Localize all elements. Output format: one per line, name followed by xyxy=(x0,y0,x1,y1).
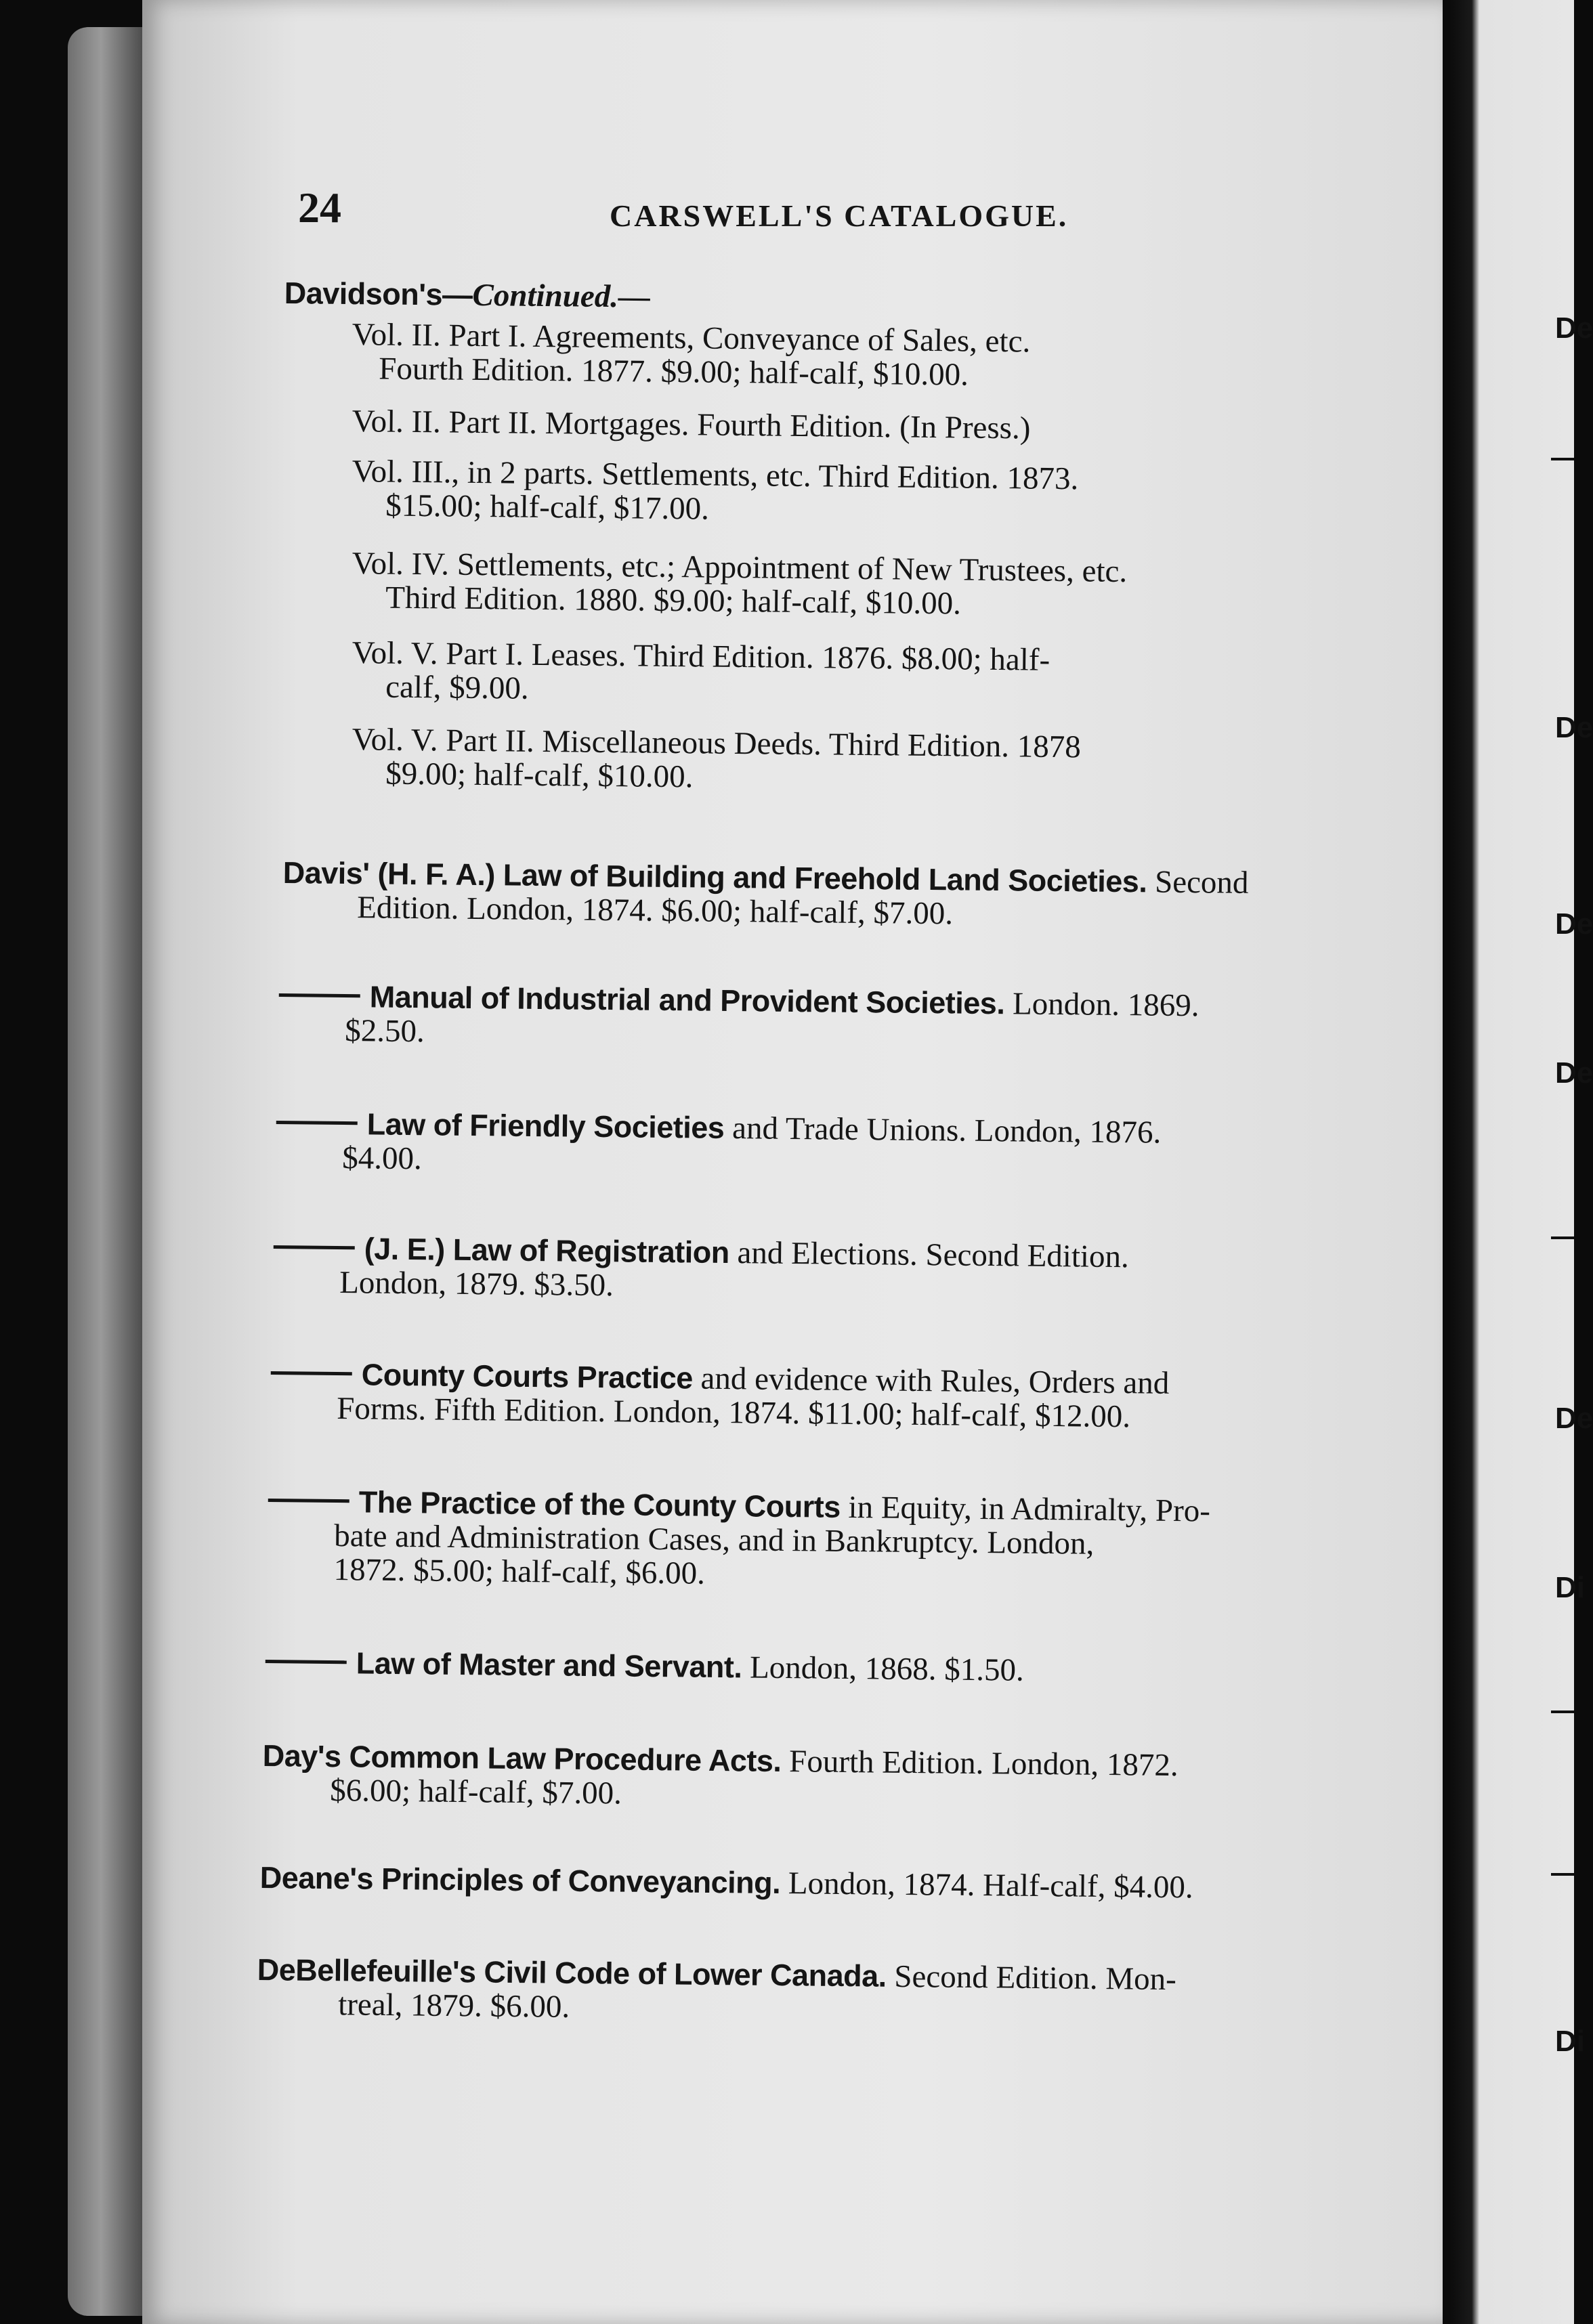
volume-entry xyxy=(284,637,1449,715)
ditto-dash xyxy=(268,1499,349,1503)
entry-details: and evidence with Rules, Orders and xyxy=(692,1360,1170,1401)
entry-heading: Deane's Principles of Conveyancing. xyxy=(259,1860,781,1901)
volume-entry xyxy=(284,547,1449,626)
entry-details: Fourth Edition. London, 1872. xyxy=(781,1744,1178,1784)
entry-heading: (J. E.) Law of Registration xyxy=(364,1231,730,1270)
adjacent-page-rule xyxy=(1551,1236,1574,1239)
running-title: CARSWELL'S CATALOGUE. xyxy=(610,198,1069,233)
ditto-dash xyxy=(271,1371,352,1375)
page-number: 24 xyxy=(298,184,341,232)
catalogue-entry xyxy=(278,981,1376,1058)
ditto-dash xyxy=(279,993,360,997)
catalogue-entry xyxy=(282,857,1380,935)
entry-details: London. 1869. xyxy=(1004,986,1199,1024)
entry-heading: Law of Master and Servant. xyxy=(356,1645,742,1685)
volume-entry xyxy=(284,318,1449,397)
volume-line: Vol. IV. Settlements, etc.; Appointment of New Trustees, etc. xyxy=(352,546,1128,590)
entry-details: and Trade Unions. London, 1876. xyxy=(724,1110,1162,1150)
entry-details: Second Edition. Mon- xyxy=(886,1958,1177,1998)
entry-heading: County Courts Practice xyxy=(361,1357,694,1396)
adjacent-page-letter: De xyxy=(1555,907,1593,941)
entry-details-line: Edition. London, 1874. $6.00; half-calf, $7.00. xyxy=(356,890,954,932)
adjacent-page-rule xyxy=(1551,1710,1574,1713)
entry-heading: Law of Friendly Societies xyxy=(366,1106,725,1145)
page-header xyxy=(298,183,1111,237)
volume-line: Vol. II. Part I. Agreements, Conveyance of Sales, etc. xyxy=(352,317,1031,360)
adjacent-page-letter: De xyxy=(1555,1402,1593,1435)
ditto-dash xyxy=(274,1245,355,1249)
adjacent-page-rule xyxy=(1551,1873,1574,1876)
entry-details-line: $6.00; half-calf, $7.00. xyxy=(329,1772,622,1811)
entry-details-line: Forms. Fifth Edition. London, 1874. $11.00; half-calf, $12.00. xyxy=(336,1390,1131,1435)
continued-label: Continued.— xyxy=(472,277,651,315)
adjacent-page-letter: De xyxy=(1555,1056,1593,1090)
entry-heading: Davis' (H. F. A.) Law of Building and Freehold Land Societies. xyxy=(282,855,1147,899)
volume-entry xyxy=(284,723,1449,802)
entry-details-line: $4.00. xyxy=(341,1140,422,1177)
catalogue-entry xyxy=(273,1232,1371,1310)
continued-author: Davidson's— xyxy=(284,276,473,312)
volume-line: Fourth Edition. 1877. $9.00; half-calf, $10.00. xyxy=(378,351,969,393)
entry-details-line: bate and Administration Cases, and in Bankruptcy. London, xyxy=(333,1518,1095,1562)
catalogue-entry xyxy=(276,1108,1374,1186)
adjacent-page-letter: De xyxy=(1555,311,1593,345)
adjacent-page-strip xyxy=(1449,0,1574,2324)
entry-details: Second xyxy=(1147,864,1249,901)
volume-line: $9.00; half-calf, $10.00. xyxy=(385,756,694,795)
volume-line: Vol. III., in 2 parts. Settlements, etc. Third Edition. 1873. xyxy=(352,454,1079,497)
ditto-dash xyxy=(276,1121,358,1125)
ditto-dash xyxy=(266,1660,347,1664)
entry-details: London, 1874. Half-calf, $4.00. xyxy=(780,1866,1193,1906)
entry-heading: The Practice of the County Courts xyxy=(358,1484,841,1524)
volume-line: $15.00; half-calf, $17.00. xyxy=(385,488,710,527)
entry-heading: DeBellefeuille's Civil Code of Lower Canada. xyxy=(257,1952,887,1994)
adjacent-page-letter: Di xyxy=(1555,1571,1585,1604)
volume-entry xyxy=(284,455,1449,534)
volume-line: Vol. V. Part II. Miscellaneous Deeds. Third Edition. 1878 xyxy=(352,722,1082,765)
adjacent-page-letter: De xyxy=(1555,711,1593,744)
entry-details-line: London, 1879. $3.50. xyxy=(339,1264,614,1304)
entry-details: and Elections. Second Edition. xyxy=(729,1235,1130,1275)
volume-line: Vol. II. Part II. Mortgages. Fourth Edition. (In Press.) xyxy=(352,404,1031,446)
adjacent-page-rule xyxy=(1551,458,1574,460)
entry-details: in Equity, in Admiralty, Pro- xyxy=(840,1489,1211,1529)
volume-line: calf, $9.00. xyxy=(385,669,529,706)
entry-details-line: $2.50. xyxy=(344,1012,425,1050)
entry-details-line: treal, 1879. $6.00. xyxy=(337,1987,570,2025)
catalogue-entry xyxy=(270,1358,1368,1436)
catalogue-entry xyxy=(262,1740,1360,1818)
catalogue-entry xyxy=(257,1954,1355,2032)
entry-heading: Manual of Industrial and Provident Societies. xyxy=(369,979,1005,1021)
entry-details: London, 1868. $1.50. xyxy=(742,1650,1025,1688)
volume-line: Vol. V. Part I. Leases. Third Edition. 1876. $8.00; half- xyxy=(352,635,1050,678)
volume-line: Third Edition. 1880. $9.00; half-calf, $10.00. xyxy=(385,580,962,622)
entry-details-line: 1872. $5.00; half-calf, $6.00. xyxy=(333,1551,706,1591)
entry-heading: Day's Common Law Procedure Acts. xyxy=(262,1738,782,1779)
catalogue-entry xyxy=(267,1486,1365,1597)
adjacent-page-letter: Di xyxy=(1555,2025,1585,2058)
